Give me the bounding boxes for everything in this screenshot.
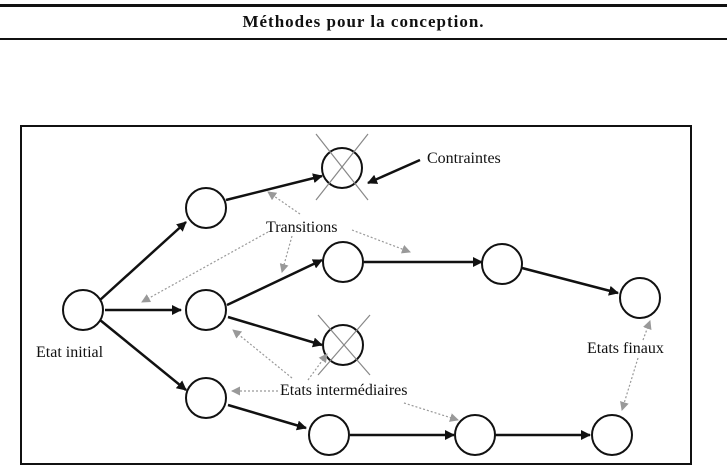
transitions-pointer-1 — [268, 192, 300, 214]
final-pointer-1 — [643, 321, 650, 340]
final-states-label: Etats finaux — [587, 340, 664, 357]
intermediate-states-label: Etats intermédiaires — [280, 382, 408, 399]
state-constraint-2 — [323, 325, 363, 365]
transitions-pointer-3 — [282, 236, 292, 272]
edge-s5-to-final1 — [522, 268, 618, 293]
edge-s2-to-constraint2 — [228, 317, 322, 345]
state-s6 — [309, 415, 349, 455]
state-s5 — [482, 244, 522, 284]
final-pointer-2 — [622, 358, 638, 410]
state-s2 — [186, 290, 226, 330]
edge-initial-to-s3 — [100, 320, 186, 390]
state-final-2 — [592, 415, 632, 455]
state-s1 — [186, 188, 226, 228]
intermediate-pointer-4 — [404, 403, 458, 420]
state-final-1 — [620, 278, 660, 318]
page-title: Méthodes pour la conception. — [242, 12, 485, 31]
state-constraint-1 — [322, 148, 362, 188]
state-s3 — [186, 378, 226, 418]
transitions-label: Transitions — [266, 219, 338, 236]
intermediate-pointer-1 — [233, 330, 292, 378]
constraints-arrow — [368, 160, 420, 183]
edge-s3-to-s6 — [228, 405, 306, 428]
state-s7 — [455, 415, 495, 455]
edge-s1-to-constraint1 — [226, 176, 322, 200]
state-initial — [63, 290, 103, 330]
constraints-label: Contraintes — [427, 150, 501, 167]
edge-initial-to-s1 — [100, 222, 186, 300]
initial-state-label: Etat initial — [36, 344, 104, 361]
edge-s2-to-s4 — [227, 260, 322, 305]
state-s4 — [323, 242, 363, 282]
transitions-pointer-4 — [352, 230, 410, 252]
